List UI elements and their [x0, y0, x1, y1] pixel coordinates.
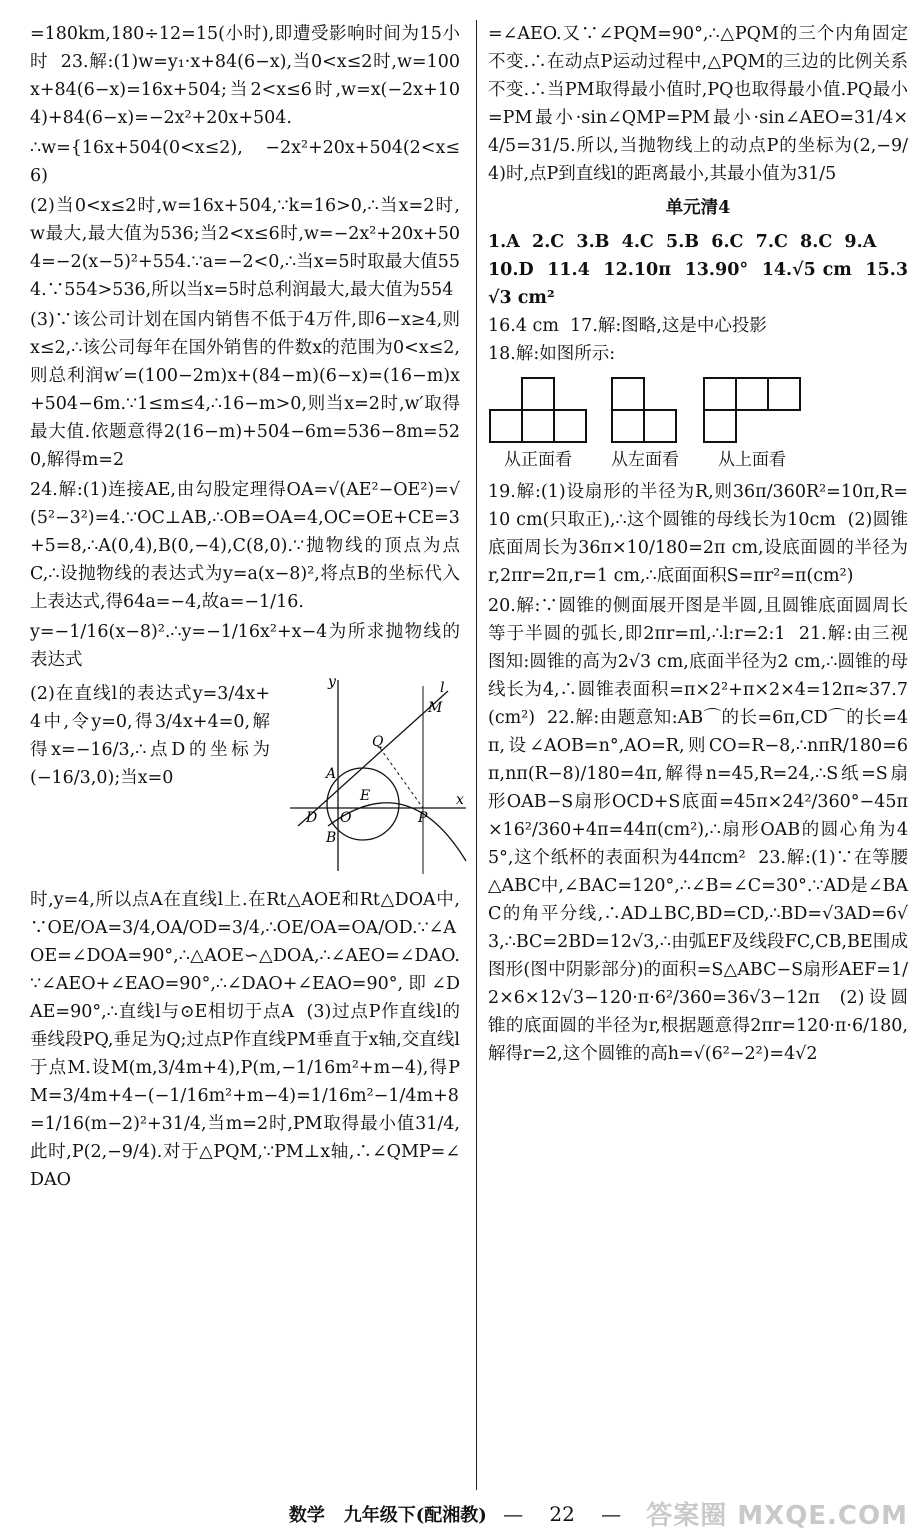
label-x: x [456, 792, 464, 808]
footer-dash-left: — [503, 1502, 524, 1526]
answers-row-2: 10.D 11.4 12.10π 13.90° 14.√5 cm 15.3√3 cm² [488, 260, 908, 308]
coordinate-graph [288, 676, 468, 876]
label-m: M [428, 700, 443, 716]
label-a: A [326, 766, 337, 782]
unit-title: 单元清4 [665, 198, 731, 218]
line-l [298, 691, 448, 826]
label-q: Q [372, 734, 384, 750]
label-y: y [328, 676, 336, 690]
top-view-caption: 从上面看 [718, 450, 786, 470]
q24-solution: 20.解:∵圆锥的侧面展开图是半圆,且圆锥底面圆周长等于半圆的弧长,即2πr=πl,∴l:r=2:1 21.解:由三视图知:圆锥的高为2√3 cm,底面半径为2 cm,∴圆锥的母线长为4,∴圆锥表面积=π×2²+π×2×4=12π≈37.7(cm²) 22.解:由题意知:AB⌒的长=6π,CD⌒的长=4π,设∠AOB=n°,AO=R,则CO=R−8,∴nπR/180=6π,nπ(R−8)/180=4π,解得n=45,R=24,∴S纸=S扇形OAB−S扇形OCD+S底面=45π×24²/360°−45π×16²/360+4π=44π(cm²),∴扇形OAB的圆心角为45°,这个纸杯的表面积为44πcm² 23.解:(1)∵在等腰△ABC中,∠BAC=120°,∴∠B=∠C=30°.∵AD是∠BAC的角平分线,∴AD⊥BC,BD=CD,∴BD=√3AD=6√3,∴BC=2BD=12√3,∴由弧EF及线段FC,CB,BE围成图形(图中阴影部分)的面积=S△ABC−S扇形AEF=1/2×6×12√3−120·π·6²/360=36√3−12π (2)设圆锥的底面圆的半径为r,根据题意得2πr=120·π·6/180,解得r=2,这个圆锥的高h=√(6²−2²)=4√2 [488, 596, 908, 1064]
front-view-caption: 从正面看 [504, 450, 572, 470]
footer-dash-right: — [601, 1502, 622, 1526]
q24-part2-text: (2)在直线l的表达式y=3/4x+4中,令y=0,得3/4x+4=0,解得x=−16/3,∴点D的坐标为(−16/3,0);当x=0 [30, 684, 270, 788]
label-d: D [306, 810, 318, 826]
answers-row-4: 18.解:如图所示: [488, 344, 616, 364]
segment-pq [380, 748, 423, 808]
front-view [488, 374, 588, 474]
q24-part1: 24.解:(1)连接AE,由勾股定理得OA=√(AE²−OE²)=√(5²−3²)=4.∵OC⊥AB,∴OB=OA=4,OC=OE+CE=3+5=8,∴A(0,4),B(0,−4),C(8,0).∵抛物线的顶点为点C,∴设抛物线的表达式为y=a(x−8)²,将点B的坐标代入上表达式,得64a=−4,故a=−1/16. [30, 480, 460, 612]
column-divider [476, 20, 477, 1490]
footer-grade: 九年级下(配湘教) [343, 1505, 487, 1526]
front-view-drawing [488, 374, 588, 444]
q19-to-q23: 19.解:(1)设扇形的半径为R,则36π/360R²=10π,R=10 cm(只取正),∴这个圆锥的母线长为10cm (2)圆锥底面周长为36π×10/180=2π cm,设底面圆的半径为r,2πr=2π,r=1 cm,∴底面面积S=πr²=π(cm²) [488, 482, 908, 586]
q24-parabola: y=−1/16(x−8)².∴y=−1/16x²+x−4为所求抛物线的表达式 [30, 622, 460, 670]
top-view-drawing [702, 374, 802, 444]
answers-row-3: 16.4 cm 17.解:图略,这是中心投影 [488, 316, 767, 336]
top-view [702, 374, 802, 474]
q24-part2-3: 时,y=4,所以点A在直线l上.在Rt△AOE和Rt△DOA中,∵OE/OA=3/4,OA/OD=3/4,∴OE/OA=OA/OD.∵∠AOE=∠DOA=90°,∴△AOE∽△DOA,∴∠AEO=∠DAO.∵∠AEO+∠EAO=90°,∴∠DAO+∠EAO=90°,即∠DAE=90°,∴直线l与⊙E相切于点A (3)过点P作直线l的垂线段PQ,垂足为Q;过点P作直线PM垂直于x轴,交直线l于点M.设M(m,3/4m+4),P(m,−1/16m²+m−4),得PM=3/4m+4−(−1/16m²+m−4)=1/16m²−1/4m+8=1/16(m−2)²+31/4,当m=2时,PM取得最小值31/4,此时,P(2,−9/4).对于△PQM,∵PM⊥x轴,∴∠QMP=∠DAO [30, 890, 460, 1190]
left-column [30, 20, 464, 1196]
q23-part3: (3)∵该公司计划在国内销售不低于4万件,即6−x≥4,则x≤2,∴该公司每年在国外销售的件数x的范围为0<x≤2,则总利润w′=(100−2m)x+(84−m)(6−x)=(16−m)x+504−6m.∵1≤m≤4,∴16−m>0,则当x=2时,w′取得最大值.依题意得2(16−m)+504−6m=536−8m=520,解得m=2 [30, 310, 460, 470]
footer-subject: 数学 [288, 1505, 325, 1526]
label-e: E [360, 788, 371, 804]
three-views [488, 374, 908, 474]
q24-part3-cont: =∠AEO.又∵∠PQM=90°,∴△PQM的三个内角固定不变.∴在动点P运动过程中,△PQM的三边的比例关系不变.∴当PM取得最小值时,PQ也取得最小值.PQ最小=PM最小·sin∠QMP=PM最小·sin∠AEO=31/4×4/5=31/5.所以,当抛物线上的动点P的坐标为(2,−9/4)时,点P到直线l的距离最小,其最小值为31/5 [488, 24, 908, 184]
right-column [488, 20, 908, 1070]
answers-row-1: 1.A 2.C 3.B 4.C 5.B 6.C 7.C 8.C 9.A [488, 232, 877, 252]
label-b: B [326, 830, 337, 846]
label-p: P [418, 810, 428, 826]
left-view-caption: 从左面看 [611, 450, 679, 470]
q23-part2: (2)当0<x≤2时,w=16x+504,∵k=16>0,∴当x=2时,w最大,最大值为536;当2<x≤6时,w=−2x²+20x+504=−2(x−5)²+554.∵a=−2<0,∴当x=5时取最大值554.∵554>536,所以当x=5时总利润最大,最大值为554 [30, 196, 460, 300]
q24-figure-area [30, 676, 464, 886]
label-l: l [440, 680, 445, 696]
watermark-logo: 答案圈 MXQE.COM [646, 1501, 908, 1531]
left-view [610, 374, 680, 474]
q23-piecewise: ∴w={16x+504(0<x≤2), −2x²+20x+504(2<x≤6) [30, 138, 460, 186]
left-view-drawing [610, 374, 680, 444]
page-number: 22 [549, 1502, 575, 1526]
label-o: O [340, 810, 352, 826]
q23-part1: =180km,180÷12=15(小时),即遭受影响时间为15小时 23.解:(1)w=y₁·x+84(6−x),当0<x≤2时,w=100x+84(6−x)=16x+504;当2<x≤6时,w=x(−2x+104)+84(6−x)=−2x²+20x+504. [30, 24, 460, 128]
